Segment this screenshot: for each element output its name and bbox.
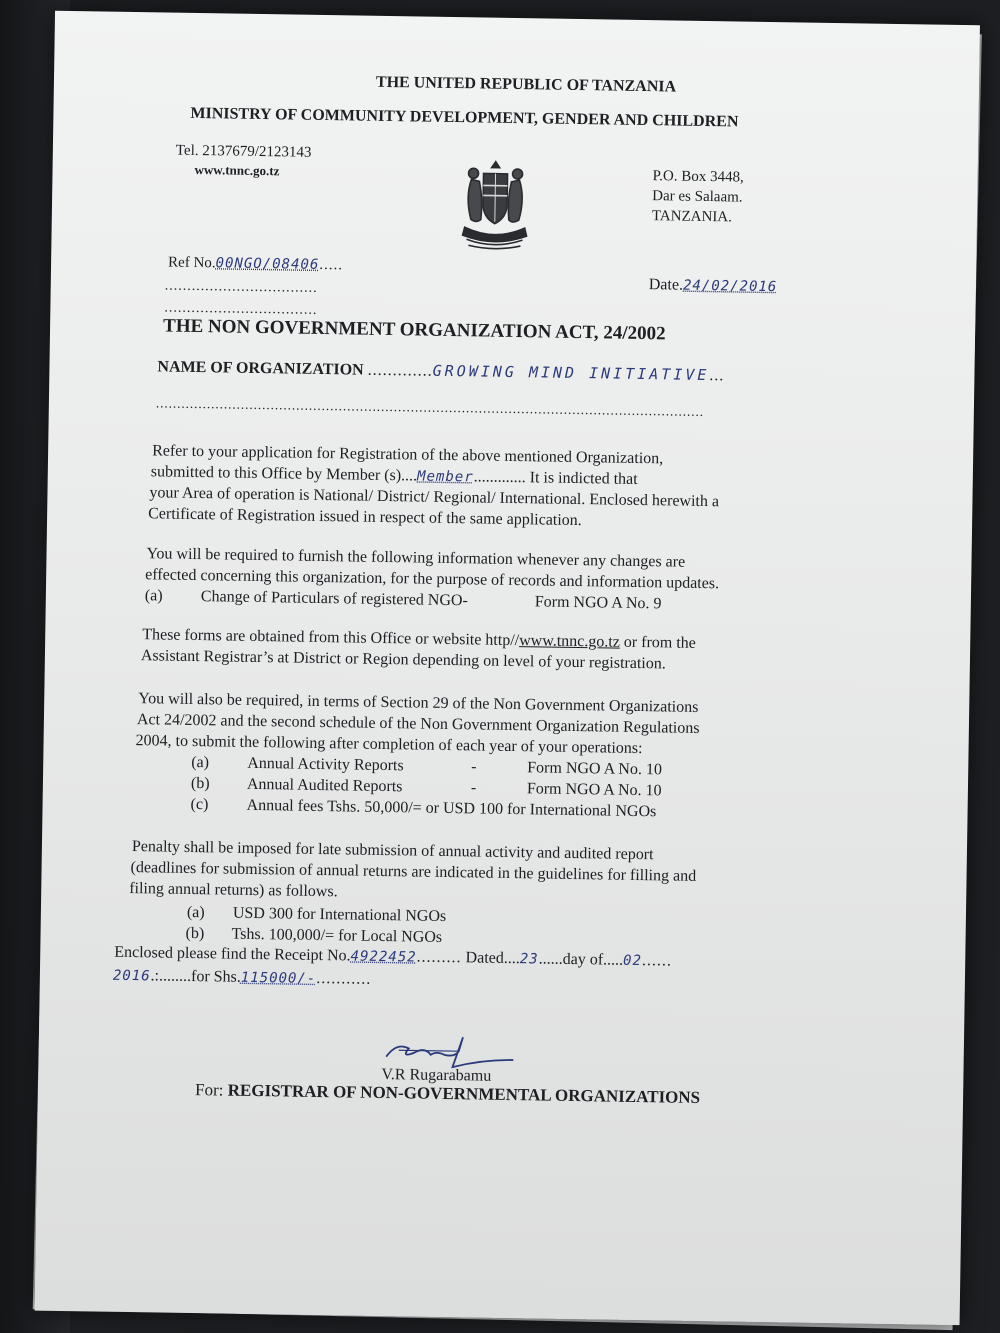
date-field [649, 276, 778, 296]
item-text: Annual fees Tshs. 50,000/= or USD 100 for International NGOs [246, 796, 657, 821]
para1-line1: Refer to your application for Registration of the above mentioned Organization, [152, 442, 664, 468]
ref-number: 00NGO/08406 [215, 255, 320, 273]
date-value: 24/02/2016 [682, 277, 778, 296]
para4-line3: 2004, to submit the following after completion of each year of your operations: [135, 732, 643, 758]
organization-name: GROWING MIND INITIATIVE [432, 361, 710, 385]
para5-line3: filing annual returns) as follows. [129, 880, 338, 901]
organization-dotted-line: ................................................................................................................................. [155, 395, 705, 419]
website-link[interactable]: www.tnnc.go.tz [519, 632, 620, 651]
para1-line4: Certificate of Registration issued in respect of the same application. [148, 505, 582, 530]
signatory-title [195, 1081, 700, 1108]
receipt-day: 23 [519, 951, 539, 968]
registrar-title: REGISTRAR OF NON-GOVERNMENTAL ORGANIZATIONS [227, 1080, 701, 1108]
month-dots: ...... [641, 952, 673, 970]
telephone: Tel. 2137679/2123143 [175, 142, 312, 161]
organization-field [157, 358, 724, 384]
para1-line2-pre: submitted to this Office by Member (s).... [150, 463, 418, 485]
amount-dots: ........... [316, 969, 372, 988]
item-text: Annual Audited Reports [246, 775, 403, 796]
item-form: Form NGO A No. 9 [534, 593, 662, 613]
ministry-heading: MINISTRY OF COMMUNITY DEVELOPMENT, GENDER AND CHILDREN [190, 104, 739, 131]
for-shs-label: .:........for Shs. [150, 967, 241, 986]
receipt-year: 2016 [112, 967, 151, 985]
ref-field [168, 255, 343, 274]
para5-line2: (deadlines for submission of annual returns are indicated in the guidelines for filling and [130, 859, 697, 885]
organization-label: NAME OF ORGANIZATION [157, 358, 364, 379]
para3-line2: Assistant Registrar’s at District or Region depending on level of your registration. [140, 647, 666, 673]
para3-pre: These forms are obtained from this Office or website http// [142, 626, 520, 650]
item-mark: (a) [144, 587, 163, 605]
day-of-label: ......day of..... [538, 950, 624, 969]
item-mark: (c) [190, 795, 209, 814]
country-heading: THE UNITED REPUBLIC OF TANZANIA [375, 73, 677, 96]
item-mark: (b) [185, 924, 205, 943]
date-label: Date. [648, 276, 684, 294]
signatory-name: V.R Rugarabamu [381, 1065, 492, 1085]
ref-dotted-line-2: .................................. [164, 300, 318, 318]
para2-line1: You will be required to furnish the following information whenever any changes are [146, 545, 686, 571]
act-title: THE NON GOVERNMENT ORGANIZATION ACT, 24/2002 [162, 315, 666, 345]
para4-line1: You will also be required, in terms of Section 29 of the Non Government Organizations [138, 690, 699, 716]
receipt-month: 02 [622, 952, 643, 970]
letter-sheet [35, 11, 980, 1325]
item-text: Tshs. 100,000/= for Local NGOs [231, 925, 443, 946]
para3-post: or from the [619, 633, 696, 652]
item-text: Change of Particulars of registered NGO- [200, 588, 469, 610]
member-value: Member [416, 468, 474, 486]
para1-line2-post: ............. It is indicted that [473, 468, 638, 488]
para2-item-a [145, 587, 845, 618]
item-text: Annual Activity Reports [247, 754, 404, 775]
receipt-amount: 115000/- [240, 969, 317, 987]
receipt-line2 [113, 967, 372, 989]
country-line: TANZANIA. [651, 208, 733, 226]
receipt-label: Enclosed please find the Receipt No. [114, 943, 351, 965]
item-dash: - [471, 758, 477, 776]
para2-line2: effected concerning this organization, for the purpose of records and information updates. [145, 566, 720, 593]
para4-line2: Act 24/2002 and the second schedule of the Non Government Organization Regulations [136, 711, 700, 737]
coat-of-arms-icon [456, 155, 533, 252]
receipt-dots: ......... [416, 948, 462, 967]
organization-lead-dots: ............. [367, 361, 433, 380]
para1-line3: your Area of operation is National/ District/ Regional/ International. Enclosed herewith a [149, 484, 720, 511]
city: Dar es Salaam. [652, 188, 743, 206]
po-box: P.O. Box 3448, [652, 168, 744, 186]
ref-dotted-line-1: .................................. [164, 278, 318, 296]
item-form: Form NGO A No. 10 [527, 759, 663, 779]
item-mark: (a) [191, 753, 210, 772]
website: www.tnnc.go.tz [194, 161, 280, 179]
letter-content [35, 11, 980, 1325]
ref-label: Ref No. [167, 254, 216, 272]
dated-label: Dated.... [465, 949, 520, 968]
item-mark: (a) [186, 903, 205, 922]
ref-dots: ..... [319, 256, 344, 274]
item-form: Form NGO A No. 10 [526, 780, 662, 800]
item-mark: (b) [190, 774, 210, 793]
receipt-number: 4922452 [350, 948, 417, 966]
for-label: For: [194, 1080, 224, 1100]
item-text: USD 300 for International NGOs [232, 904, 447, 925]
para5-line1: Penalty shall be imposed for late submission of annual activity and audited report [131, 838, 654, 864]
organization-trail-dots: ... [709, 367, 725, 385]
item-dash: - [470, 779, 477, 797]
